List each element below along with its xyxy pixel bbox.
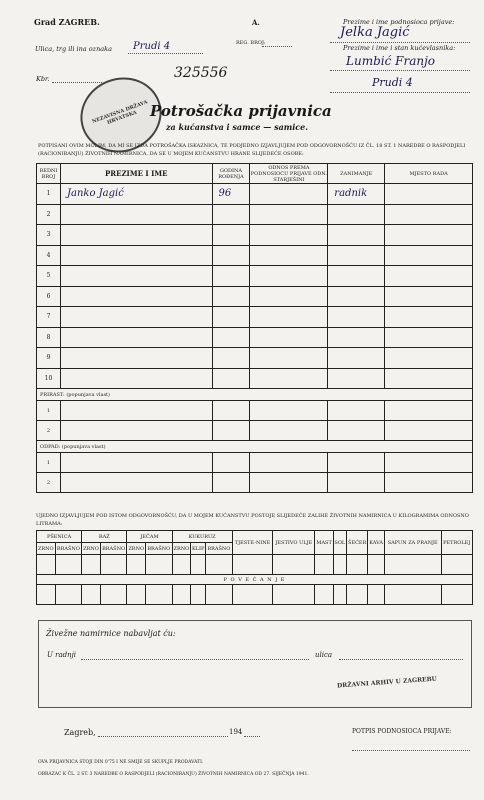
member-no: 9: [37, 348, 61, 369]
member-workplace: [385, 368, 473, 389]
archive-stamp: DRŽAVNI ARHIV U ZAGREBU: [336, 675, 438, 690]
member-birth-year: [212, 225, 250, 246]
member-workplace: [385, 266, 473, 287]
applicant-label: Prezime i ime podnosioca prijave:: [343, 18, 455, 26]
street-value: Prudi 4: [133, 41, 171, 52]
col-kava: KAVA: [368, 531, 384, 555]
owner-label: Prezime i ime i stan kućevlasnika:: [343, 44, 456, 52]
group-kukuruz: KUKURUZ: [172, 531, 232, 543]
prirast-row-no: 1: [37, 401, 61, 421]
member-name: [60, 204, 212, 225]
member-birth-year: 96: [212, 184, 250, 205]
col-no: REDNI BROJ: [37, 164, 61, 184]
member-occupation: [328, 327, 385, 348]
city-label: Grad ZAGREB.: [34, 17, 100, 27]
member-row: [37, 327, 473, 348]
col-mast: MAST: [315, 531, 333, 555]
delivery-box: [38, 620, 472, 708]
sub-zrno: ZRNO: [82, 543, 101, 555]
prirast-label: PRIRAST: (popunjava vlast): [37, 389, 473, 401]
sub-brasno: BRAŠNO: [55, 543, 82, 555]
member-name: [60, 225, 212, 246]
member-name: [60, 327, 212, 348]
member-occupation: radnik: [328, 184, 385, 205]
col-year: GODINA ROĐENJA: [212, 164, 250, 184]
member-row: [37, 368, 473, 389]
member-name: [60, 245, 212, 266]
owner-address: Prudi 4: [372, 76, 413, 89]
odpad-row-no: 1: [37, 453, 61, 473]
col-sapun: SAPUN ZA PRANJE: [384, 531, 441, 555]
col-sol: SOL: [333, 531, 346, 555]
col-workplace: MJESTO RADA: [385, 164, 473, 184]
member-birth-year: [212, 286, 250, 307]
form-subtitle: za kućanstva i samce — samice.: [166, 122, 309, 132]
member-row: [37, 266, 473, 287]
footer-year: 194: [229, 728, 243, 736]
member-workplace: [385, 204, 473, 225]
form-number: 325556: [174, 65, 228, 81]
delivery-street-label: ulica: [315, 651, 333, 659]
member-no: 5: [37, 266, 61, 287]
form-title: Potrošačka prijavnica: [150, 102, 332, 120]
member-birth-year: [212, 307, 250, 328]
street-label: Ulica, trg ili ina oznaka: [35, 45, 112, 53]
member-birth-year: [212, 348, 250, 369]
delivery-title: Živežne namirnice nabavljat ću:: [46, 629, 176, 638]
sub-zrno: ZRNO: [127, 543, 146, 555]
owner-value: Lumbić Franjo: [346, 54, 436, 68]
member-no: 2: [37, 204, 61, 225]
member-workplace: [385, 348, 473, 369]
member-workplace: [385, 307, 473, 328]
col-name: PREZIME I IME: [60, 164, 212, 184]
col-ulje: JESTIVO ULJE: [273, 531, 315, 555]
member-occupation: [328, 348, 385, 369]
group-jecam: JEČAM: [127, 531, 172, 543]
member-name: [60, 368, 212, 389]
sub-zrno: ZRNO: [172, 543, 191, 555]
member-row: [37, 204, 473, 225]
member-name: Janko Jagić: [60, 184, 212, 205]
member-occupation: [328, 225, 385, 246]
member-relation: [250, 266, 328, 287]
form-letter: A.: [252, 18, 260, 27]
member-workplace: [385, 286, 473, 307]
stock-text: UJEDNO IZJAVLJUJEM POD ISTOM ODGOVORNOŠĆU, DA U MOJEM KUĆANSTVU POSTOJE SLIJEDEĆE ZALIHE ŽIVOTNIH NAMIRNICA U KILOGRAMIMA ODNOSNO LITRAMA:: [36, 513, 469, 527]
sub-brasno: BRAŠNO: [100, 543, 127, 555]
member-name: [60, 307, 212, 328]
sub-klip: KLIP: [191, 543, 206, 555]
member-row: [37, 348, 473, 369]
member-occupation: [328, 266, 385, 287]
col-relation: ODNOS PREMA PODNOSIOCU PRIJAVE ODN. STARJEŠINI: [250, 164, 327, 183]
member-relation: [250, 348, 328, 369]
member-relation: [250, 368, 328, 389]
member-no: 3: [37, 225, 61, 246]
footer-place: Zagreb,: [64, 728, 96, 737]
footer-note-regulation: OBRAZAC K ČL. 2 ST. 3 NAREDBE O RASPODJELI (RACIONIRANJU) ŽIVOTNIH NAMIRNICA OD 27. SIJEČNJA 1941.: [38, 772, 309, 777]
applicant-value: Jelka Jagić: [340, 25, 410, 40]
members-table: [36, 163, 473, 493]
member-workplace: [385, 327, 473, 348]
group-psenica: PŠENICA: [37, 531, 82, 543]
member-relation: [250, 307, 328, 328]
member-relation: [250, 184, 328, 205]
member-row: [37, 225, 473, 246]
odpad-row-no: 2: [37, 473, 61, 493]
member-relation: [250, 225, 328, 246]
member-birth-year: [212, 327, 250, 348]
group-raz: RAŽ: [82, 531, 127, 543]
footer-note-price: OVA PRIJAVNICA STOJI DIN 0'75 I NE SMIJE SE SKUPLJE PRODAVATI.: [38, 760, 204, 765]
intro-text: POTPISANI OVIM MOLIM, DA MI SE IZDA POTROŠAČKA ISKAZNICA, TE PODJEDNO IZJAVLJUJEM POD ODGOVORNOŠĆU IZ ČL. 18 ST. 1 NAREDBE O RASPODJELI (RACIONIRANJU) ŽIVOTNIH NAMIRNICA, DA SE U MOJEM KUĆANSTVU HRANE SLIJEDEĆE OSOBE:: [38, 143, 466, 157]
stock-table: [36, 530, 473, 605]
member-no: 4: [37, 245, 61, 266]
kbr-label: Kbr.: [36, 75, 50, 83]
signature-label: POTPIS PODNOSIOCA PRIJAVE:: [352, 728, 452, 735]
member-birth-year: [212, 368, 250, 389]
sub-brasno: BRAŠNO: [145, 543, 172, 555]
sub-zrno: ZRNO: [37, 543, 56, 555]
member-occupation: [328, 286, 385, 307]
odpad-label: ODPAD: (popunjava vlast): [37, 441, 473, 453]
member-occupation: [328, 245, 385, 266]
members-header-row: [37, 164, 473, 184]
member-no: 10: [37, 368, 61, 389]
member-row: [37, 307, 473, 328]
increase-label: P O V E Ć A N J E: [37, 575, 473, 585]
official-stamp: NEZAVISNA DRŽAVA HRVATSKA: [70, 66, 172, 164]
member-relation: [250, 327, 328, 348]
col-tjestenine: TJESTE-NINE: [232, 531, 273, 555]
member-relation: [250, 204, 328, 225]
member-birth-year: [212, 245, 250, 266]
col-petrolej: PETROLEJ: [441, 531, 473, 555]
member-relation: [250, 286, 328, 307]
member-row: [37, 286, 473, 307]
member-birth-year: [212, 204, 250, 225]
col-occupation: ZANIMANJE: [328, 164, 385, 184]
member-workplace: [385, 245, 473, 266]
member-name: [60, 348, 212, 369]
member-no: 1: [37, 184, 61, 205]
sub-brasno: BRAŠNO: [206, 543, 233, 555]
member-occupation: [328, 368, 385, 389]
member-name: [60, 286, 212, 307]
col-secer: ŠEĆER: [346, 531, 367, 555]
member-no: 7: [37, 307, 61, 328]
member-occupation: [328, 307, 385, 328]
member-relation: [250, 245, 328, 266]
member-occupation: [328, 204, 385, 225]
member-workplace: [385, 184, 473, 205]
member-row: [37, 184, 473, 205]
member-no: 8: [37, 327, 61, 348]
prirast-row-no: 2: [37, 421, 61, 441]
member-name: [60, 266, 212, 287]
reg-label: REG. BROJ:: [236, 40, 266, 46]
member-birth-year: [212, 266, 250, 287]
delivery-shop-label: U radnji: [47, 651, 77, 659]
member-workplace: [385, 225, 473, 246]
member-no: 6: [37, 286, 61, 307]
member-row: [37, 245, 473, 266]
